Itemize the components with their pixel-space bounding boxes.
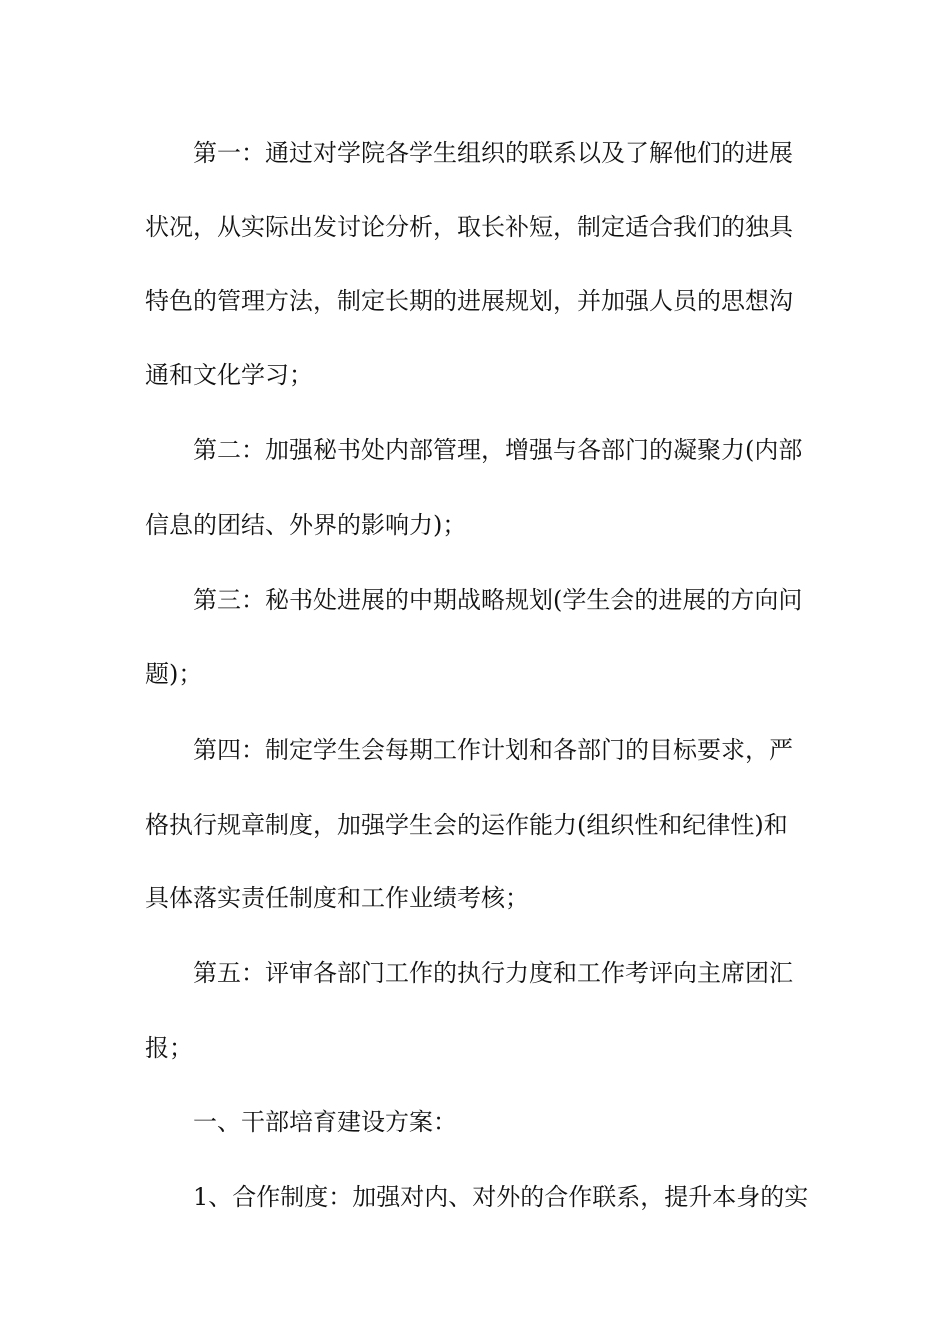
paragraph-1-line-2: 状况，从实际出发讨论分析，取长补短，制定适合我们的独具 [145, 213, 793, 241]
paragraph-4-line-2: 格执行规章制度，加强学生会的运作能力(组织性和纪律性)和 [145, 811, 788, 839]
paragraph-6-line-1: 1、合作制度：加强对内、对外的合作联系，提升本身的实 [193, 1183, 809, 1211]
paragraph-3-line-2: 题)； [145, 660, 203, 688]
paragraph-3-line-1: 第三：秘书处进展的中期战略规划(学生会的进展的方向问 [193, 586, 803, 614]
paragraph-1-line-3: 特色的管理方法，制定长期的进展规划，并加强人员的思想沟 [145, 287, 793, 315]
paragraph-5-line-2: 报； [145, 1034, 193, 1062]
paragraph-1-line-4: 通和文化学习； [145, 361, 313, 389]
paragraph-5-line-1: 第五：评审各部门工作的执行力度和工作考评向主席团汇 [193, 959, 793, 987]
paragraph-1-line-1: 第一：通过对学院各学生组织的联系以及了解他们的进展 [193, 139, 793, 167]
section-heading: 一、干部培育建设方案： [193, 1108, 457, 1136]
paragraph-4-line-3: 具体落实责任制度和工作业绩考核； [145, 884, 529, 912]
paragraph-2-line-1: 第二：加强秘书处内部管理，增强与各部门的凝聚力(内部 [193, 436, 803, 464]
paragraph-2-line-2: 信息的团结、外界的影响力)； [145, 511, 467, 539]
paragraph-4-line-1: 第四：制定学生会每期工作计划和各部门的目标要求，严 [193, 736, 793, 764]
